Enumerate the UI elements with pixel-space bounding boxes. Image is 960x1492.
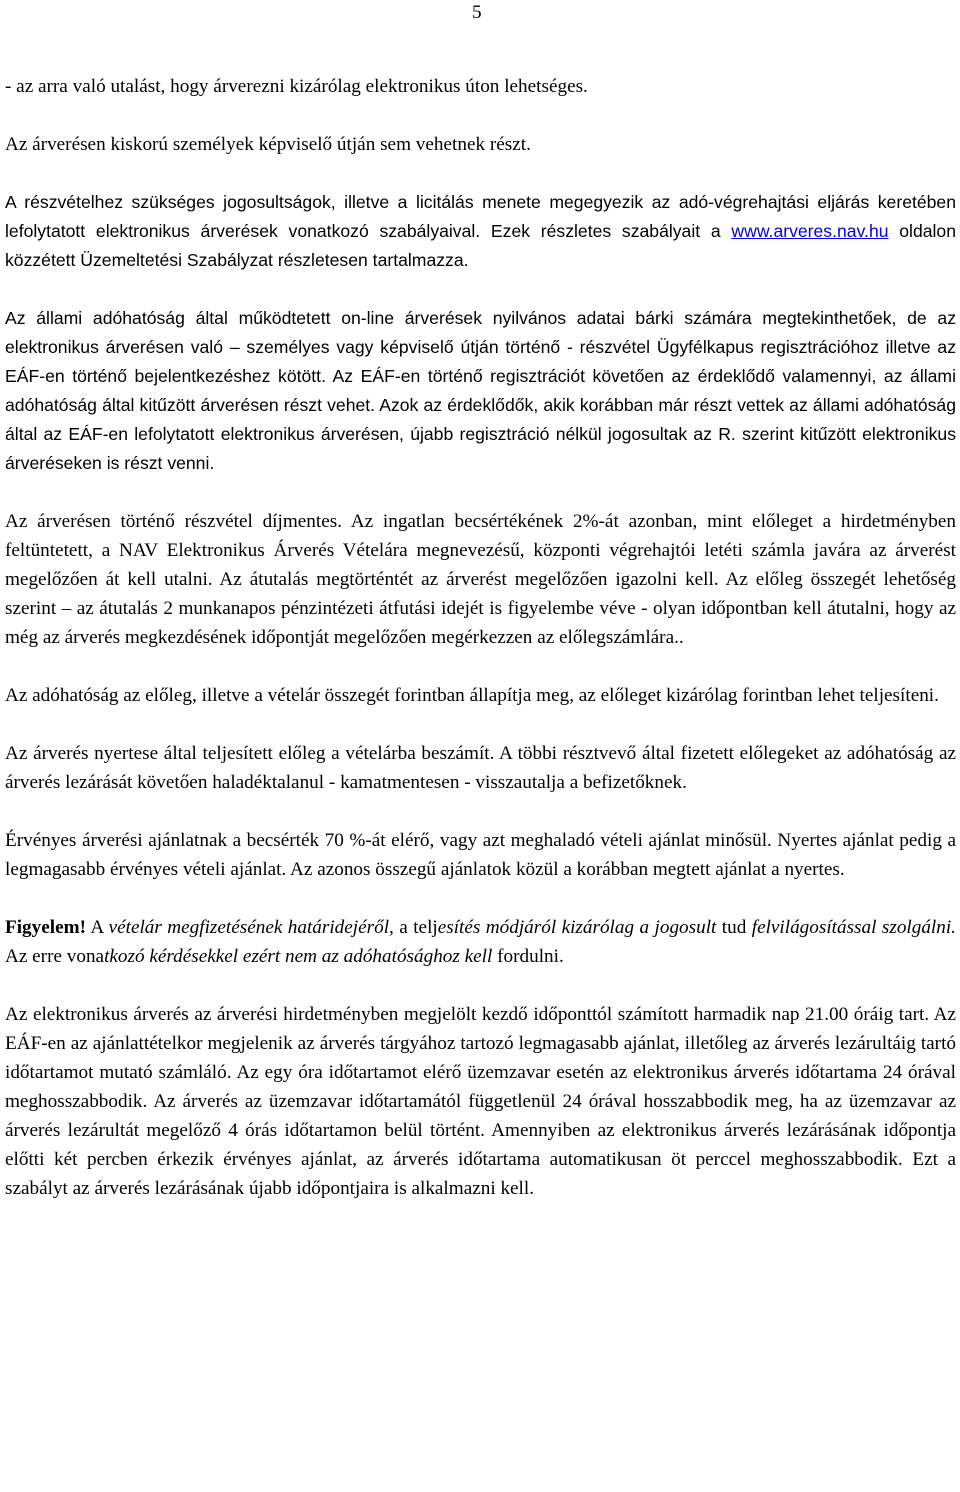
paragraph-currency: Az adóhatóság az előleg, illetve a vételár összegét forintban állapítja meg, az előleget kizárólag forintban lehet teljesíteni. xyxy=(5,685,939,706)
paragraph-electronic-only: - az arra való utalást, hogy árverezni kizárólag elektronikus úton lehetséges. xyxy=(5,76,588,97)
participation-rules-text: A részvételhez szükséges jogosultságok, illetve a licitálás menete megegyezik az adó-végrehajtási eljárás keretében lefolytatott elektronikus árverések vonatkozó szabályaival. Ezek részletes szabályait a xyxy=(5,192,956,241)
paragraph-valid-bid: Érvényes árverési ajánlatnak a becsérték 70 %-át elérő, vagy azt meghaladó vételi ajánlat minősül. Nyertes ajánlat pedig a legmagasabb érvényes vételi ajánlat. Az azonos összegű ajánlatok közül a korábban megtett ajánlat a nyertes. xyxy=(5,830,956,880)
paragraph-auction-duration: Az elektronikus árverés az árverési hirdetményben megjelölt kezdő időponttól számított harmadik nap 21.00 óráig tart. Az EÁF-en az ajánlattételkor megjelenik az árverés tárgyához tartozó legmagasabb ajánlat, illetőleg az árverés lezárultáig tartó időtartamot mutató számláló. Az egy óra időtartamot elérő üzemzavar esetén az elektronikus árverés időtartama 24 órával meghosszabbodik. Az árverés az üzemzavar időtartamától függetlenül 24 órával hosszabbodik meg, ha az üzemzavar az árverés lezárultát megelőző 4 órás időtartamon belül történt. Amennyiben az elektronikus árverés lezárásának időpontja előtti két percben érkezik érvényes ajánlat, az árverés időtartama automatikusan öt perccel meghosszabbodik. Ezt a szabályt az árverés lezárásának újabb időpontjaira is alkalmazni kell. xyxy=(5,1004,956,1199)
attention-text-a: A xyxy=(85,917,109,938)
paragraph-participation-rules xyxy=(5,188,956,275)
attention-text-i3: felvilágosítással szolgálni. xyxy=(751,917,956,938)
page-number: 5 xyxy=(472,2,482,23)
attention-text-e: fordulni. xyxy=(492,946,564,967)
paragraph-attention xyxy=(5,913,956,971)
attention-text-i1: vételár megfizetésének határidejéről, xyxy=(108,917,394,938)
attention-text-d: Az erre vona xyxy=(5,946,105,967)
paragraph-registration: Az állami adóhatóság által működtetett on-line árverések nyilvános adatai bárki számára megtekinthetőek, de az elektronikus árverésen való – személyes vagy képviselő útján történő - részvétel Ügyfélkapus regisztrációhoz illetve az EÁF-en történő bejelentkezéshez kötött. Az EÁF-en történő regisztrációt követően az érdeklődő valamennyi, az állami adóhatóság által kitűzött árverésen részt vehet. Azok az érdeklődők, akik korábban már részt vettek az állami adóhatóság által az EÁF-en lefolytatott elektronikus árverésen, újabb regisztráció nélkül jogosultak az R. szerint kitűzött elektronikus árveréseken is részt venni. xyxy=(5,308,956,473)
paragraph-deposit: Az árverésen történő részvétel díjmentes. Az ingatlan becsértékének 2%-át azonban, mint előleget a hirdetményben feltüntetett, a NAV Elektronikus Árverés Vételára megnevezésű, központi végrehajtói letéti számla javára az árverést megelőzően át kell utalni. Az átutalás megtörténtét az árverést megelőzően igazolni kell. Az előleg összegét lehetőség szerint – az átutalás 2 munkanapos pénzintézeti átfutási idejét is figyelembe véve - olyan időpontban kell átutalni, hogy az még az árverés megkezdésének időpontját megelőzően megérkezzen az előlegszámlára.. xyxy=(5,511,956,648)
attention-text-c: tud xyxy=(716,917,752,938)
paragraph-winner-deposit: Az árverés nyertese által teljesített előleg a vételárba beszámít. A többi résztvevő által fizetett előlegeket az adóhatóság az árverés lezárását követően haladéktalanul - kamatmentesen - visszautalja a befizetőknek. xyxy=(5,743,956,793)
attention-text-b: a telj xyxy=(393,917,438,938)
document-body xyxy=(5,72,956,1203)
arveres-link[interactable]: www.arveres.nav.hu xyxy=(731,221,889,241)
paragraph-minors: Az árverésen kiskorú személyek képviselő útján sem vehetnek részt. xyxy=(5,134,531,155)
attention-label: Figyelem! xyxy=(5,917,86,938)
participation-rules-text-end: oldalon közzétett Üzemeltetési Szabályzat részletesen tartalmazza. xyxy=(5,221,956,270)
attention-text-i2: esítés módjáról kizárólag a jogosult xyxy=(437,917,717,938)
attention-text-i4: tkozó kérdésekkel ezért nem az adóhatósághoz kell xyxy=(104,946,493,967)
